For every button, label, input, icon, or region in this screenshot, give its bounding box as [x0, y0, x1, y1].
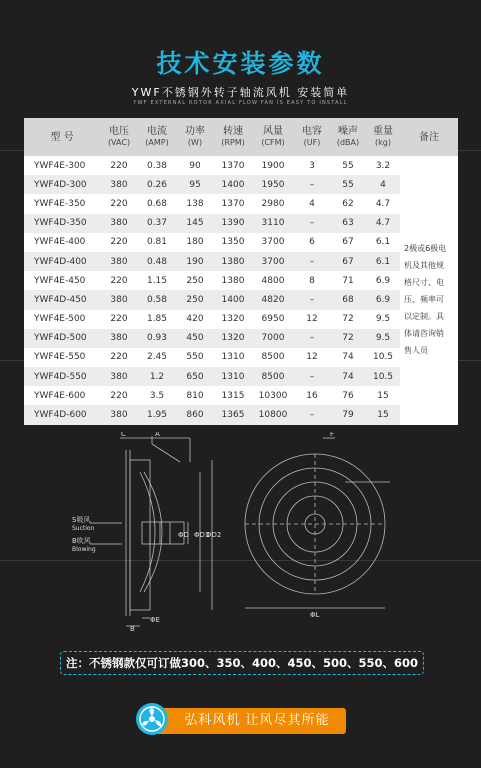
table-cell: 3110 [261, 218, 285, 229]
model-cell: YWF4E-400 [34, 237, 86, 248]
brand-slogan: 弘科风机 让风尽其所能 [184, 713, 330, 728]
table-cell: 1320 [221, 314, 245, 325]
table-cell: 550 [186, 352, 204, 363]
table-cell: 380 [110, 179, 128, 190]
table-cell: 1315 [221, 390, 245, 401]
model-cell: YWF4D-300 [34, 179, 87, 190]
column-header: 电流 (AMP) [145, 126, 169, 147]
table-cell: 220 [110, 160, 128, 171]
column-header: 重量 (kg) [373, 126, 393, 147]
label-suction-en: Suction [72, 525, 95, 532]
table-cell: 79 [342, 410, 354, 421]
table-cell: – [309, 371, 315, 382]
table-cell: 0.68 [146, 198, 168, 209]
column-header: 电容 (UF) [302, 126, 322, 147]
table-cell: 1350 [221, 237, 245, 248]
table-cell: 1310 [221, 352, 245, 363]
table-cell: 860 [186, 410, 204, 421]
table-cell: 380 [110, 371, 128, 382]
brand-bar [150, 708, 346, 734]
remarks-line: 售人员 [404, 346, 428, 356]
table-cell: 95 [189, 179, 201, 190]
remarks-line: 2极或6极电 [404, 244, 447, 254]
model-cell: YWF4E-500 [34, 314, 86, 325]
label-l: ΦL [310, 611, 320, 619]
label-d1: ΦD1 [194, 531, 210, 539]
spec-table-grid [24, 118, 458, 425]
table-cell: 15 [377, 410, 389, 421]
table-cell: 220 [110, 390, 128, 401]
table-cell: 190 [186, 256, 204, 267]
model-cell: YWF4D-600 [34, 410, 87, 421]
table-row [24, 194, 458, 213]
table-cell: 2980 [261, 198, 285, 209]
table-cell: 3.2 [375, 160, 391, 171]
table-cell: 1.15 [146, 275, 168, 286]
table-cell: 62 [342, 198, 354, 209]
table-cell: 220 [110, 237, 128, 248]
table-cell: 4.7 [375, 198, 391, 209]
table-cell: 68 [342, 294, 354, 305]
table-cell: 6.1 [375, 237, 391, 248]
table-cell: – [309, 410, 315, 421]
table-cell: 67 [342, 237, 354, 248]
table-row [24, 405, 458, 424]
table-cell: – [309, 179, 315, 190]
table-cell: 180 [186, 237, 204, 248]
table-cell: 220 [110, 275, 128, 286]
remarks-line: 压、频率可 [404, 295, 444, 305]
table-row [24, 175, 458, 194]
table-cell: 650 [186, 371, 204, 382]
table-cell: 1.85 [146, 314, 168, 325]
table-cell: 3700 [261, 237, 285, 248]
table-cell: 810 [186, 390, 204, 401]
note-cell [400, 156, 458, 175]
table-cell: 0.81 [146, 237, 168, 248]
table-row [24, 310, 458, 329]
table-cell: 250 [186, 275, 204, 286]
table-body [24, 156, 458, 425]
table-cell: 1380 [221, 275, 245, 286]
table-cell: 4.7 [375, 218, 391, 229]
label-blowing: B吹风 [72, 537, 91, 545]
table-row [24, 156, 458, 175]
table-cell: 1900 [261, 160, 285, 171]
table-cell: 74 [342, 352, 354, 363]
remarks-cell [400, 175, 458, 424]
table-cell: 3 [309, 160, 315, 171]
table-cell: 0.37 [146, 218, 168, 229]
table-cell: 220 [110, 314, 128, 325]
table-cell: 0.26 [146, 179, 168, 190]
table-cell: – [309, 218, 315, 229]
notice-banner: 注：不锈钢款仅可订做300、350、400、450、500、550、600 [60, 651, 424, 675]
cable [152, 436, 180, 462]
table-cell: 380 [110, 218, 128, 229]
table-cell: 420 [186, 314, 204, 325]
table-row [24, 386, 458, 405]
fan-logo-icon [134, 701, 170, 737]
remarks-line: 体请咨询销 [404, 329, 444, 339]
table-cell: 71 [342, 275, 354, 286]
model-cell: YWF4D-450 [34, 294, 87, 305]
table-cell: 67 [342, 256, 354, 267]
column-header: 功率 (W) [185, 126, 205, 147]
table-cell: 1.95 [146, 410, 168, 421]
table-cell: 1310 [221, 371, 245, 382]
table-cell: 4800 [261, 275, 285, 286]
page-subtitle: YWF不锈钢外转子轴流风机 安装简单 [131, 86, 350, 99]
table-cell: 1400 [221, 179, 245, 190]
table-cell: 6.9 [375, 275, 391, 286]
table-cell: 55 [342, 179, 354, 190]
model-cell: YWF4E-600 [34, 390, 86, 401]
table-cell: 6.9 [375, 294, 391, 305]
table-cell: 6950 [261, 314, 285, 325]
table-cell: 63 [342, 218, 354, 229]
table-row [24, 252, 458, 271]
table-cell: 12 [306, 352, 318, 363]
model-cell: YWF4E-350 [34, 198, 86, 209]
table-row [24, 367, 458, 386]
table-row [24, 214, 458, 233]
column-header: 风量 (CFM) [261, 126, 285, 147]
table-cell: 1400 [221, 294, 245, 305]
table-cell: 380 [110, 410, 128, 421]
label-f: F [330, 432, 335, 438]
table-cell: 16 [306, 390, 318, 401]
table-cell: 72 [342, 333, 354, 344]
table-cell: 55 [342, 160, 354, 171]
table-cell: 0.48 [146, 256, 168, 267]
table-row [24, 290, 458, 309]
table-cell: 90 [189, 160, 201, 171]
label-blowing-en: Blowing [72, 546, 96, 553]
table-cell: – [309, 256, 315, 267]
model-cell: YWF4E-300 [34, 160, 86, 171]
table-cell: 0.58 [146, 294, 168, 305]
table-cell: 1950 [261, 179, 285, 190]
table-cell: 10300 [258, 390, 288, 401]
table-row [24, 271, 458, 290]
table-cell: 1320 [221, 333, 245, 344]
table-cell: 10800 [258, 410, 288, 421]
table-cell: 72 [342, 314, 354, 325]
table-cell: 8500 [261, 352, 285, 363]
model-cell: YWF4D-500 [34, 333, 87, 344]
table-cell: 380 [110, 294, 128, 305]
remarks-line: 格尺寸、电 [404, 278, 444, 288]
model-cell: YWF4E-550 [34, 352, 86, 363]
column-header: 转速 (RPM) [221, 126, 245, 147]
table-cell: 9.5 [375, 314, 391, 325]
table-cell: 3.5 [149, 390, 165, 401]
table-row [24, 348, 458, 367]
table-cell: 1370 [221, 160, 245, 171]
page-title: 技术安装参数 [156, 49, 325, 78]
table-header-row [24, 118, 458, 156]
model-cell: YWF4D-400 [34, 256, 87, 267]
table-cell: 0.93 [146, 333, 168, 344]
label-suction: S吸风 [72, 516, 91, 524]
table-row [24, 329, 458, 348]
table-cell: 9.5 [375, 333, 391, 344]
column-header: 备注 [419, 131, 439, 143]
table-cell: 10.5 [372, 371, 394, 382]
table-cell: 8 [309, 275, 315, 286]
table-cell: 74 [342, 371, 354, 382]
table-cell: 1370 [221, 198, 245, 209]
table-cell: 7000 [261, 333, 285, 344]
table-cell: 250 [186, 294, 204, 305]
table-cell: 15 [377, 390, 389, 401]
model-cell: YWF4E-450 [34, 275, 86, 286]
fan-dimension-diagram [60, 432, 440, 632]
column-header: 型 号 [50, 131, 74, 143]
table-cell: 145 [186, 218, 204, 229]
table-cell: 12 [306, 314, 318, 325]
table-cell: 1365 [221, 410, 245, 421]
table-cell: 76 [342, 390, 354, 401]
label-a: A [155, 432, 160, 438]
remarks-line: 以定制。具 [404, 312, 444, 322]
table-cell: 138 [186, 198, 204, 209]
table-cell: 1.2 [149, 371, 165, 382]
table-cell: 4 [309, 198, 315, 209]
table-cell: 2.45 [146, 352, 168, 363]
table-cell: 220 [110, 198, 128, 209]
table-cell: 4 [380, 179, 386, 190]
table-cell: 4820 [261, 294, 285, 305]
table-cell: – [309, 333, 315, 344]
table-cell: 1390 [221, 218, 245, 229]
table-cell: 380 [110, 333, 128, 344]
table-cell: 220 [110, 352, 128, 363]
table-cell: 6.1 [375, 256, 391, 267]
table-cell: – [309, 294, 315, 305]
table-cell: 1380 [221, 256, 245, 267]
label-e: ΦE [150, 616, 160, 624]
column-header: 电压 (VAC) [107, 126, 131, 147]
table-cell: 10.5 [372, 352, 394, 363]
table-cell: 380 [110, 256, 128, 267]
label-d2: ΦD2 [206, 531, 222, 539]
spec-table [24, 118, 458, 424]
label-c: C [121, 432, 126, 438]
model-cell: YWF4D-550 [34, 371, 87, 382]
column-header: 噪声 (dBA) [336, 126, 360, 147]
table-row [24, 233, 458, 252]
model-cell: YWF4D-350 [34, 218, 87, 229]
label-d: ΦD [178, 531, 189, 539]
table-cell: 3700 [261, 256, 285, 267]
table-cell: 0.38 [146, 160, 168, 171]
page-subtitle-en: YWF EXTERNAL ROTOR AXIAL FLOW FAN IS EASY TO INSTALL [133, 100, 348, 106]
table-cell: 450 [186, 333, 204, 344]
label-b: B [130, 625, 135, 632]
table-cell: 6 [309, 237, 315, 248]
table-cell: 8500 [261, 371, 285, 382]
fan-blade-outline [144, 472, 162, 592]
remarks-line: 机及其他规 [404, 261, 444, 271]
